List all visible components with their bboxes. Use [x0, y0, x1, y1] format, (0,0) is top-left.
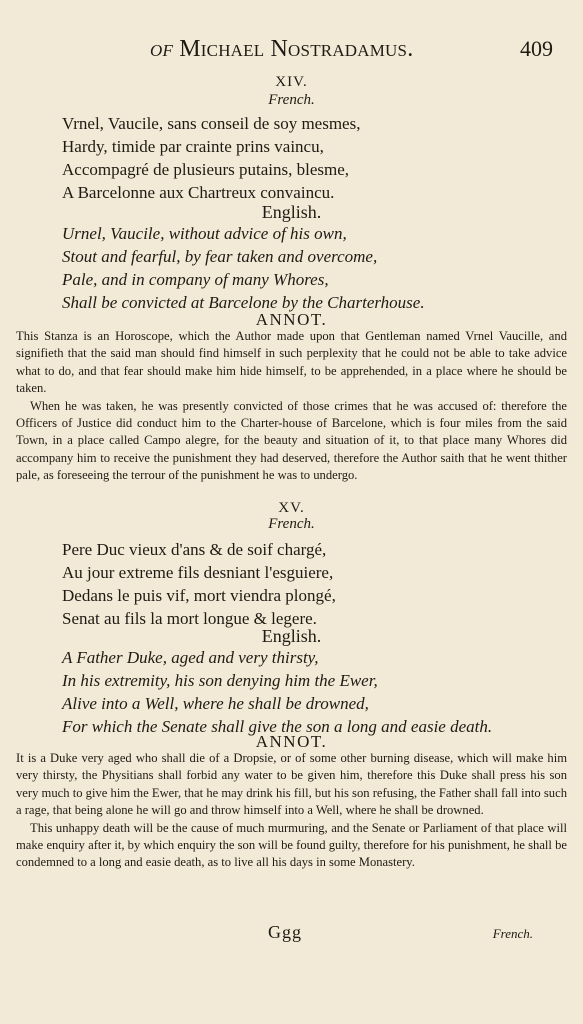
verse-line: Shall be convicted at Barcelone by the Charterhouse. [62, 293, 425, 312]
english-label-xiv: English. [261, 202, 322, 222]
verse-line: Pale, and in company of many Whores, [62, 270, 329, 289]
annotation-xv [0, 750, 583, 872]
page-footer [0, 922, 583, 946]
annotation-paragraph: This Stanza is an Horoscope, which the Author made upon that Gentleman named Vrnel Vaucille, and signifieth that the said man should find himself in such perplexity that he could not be able to take advice what to do, and that fear should make him hide himself, to be apprehended, in a place where he should be taken. [16, 329, 567, 396]
title-name: Michael Nostradamus. [179, 36, 414, 62]
french-verse-xiv [62, 112, 583, 204]
page-number: 409 [520, 36, 553, 61]
annotation-xiv [0, 328, 583, 485]
verse-line: Hardy, timide par crainte prins vaincu, [62, 137, 324, 156]
annotation-paragraph: It is a Duke very aged who shall die of a Dropsie, or of some other burning disease, which will make him very thirsty, the Physitians shall forbid any water to be given him, therefore this Duke shall press his son very much to give him the Ewer, that he may drink his fill, but his son refusing, the Father shall fall into such a rage, that being alone he will go and throw himself into a Well, where he shall be drowned. [16, 751, 567, 818]
annot-heading-xv: ANNOT. [255, 732, 328, 751]
running-head [0, 36, 583, 68]
signature-mark: Ggg [268, 922, 302, 942]
verse-line: Pere Duc vieux d'ans & de soif chargé, [62, 540, 327, 559]
english-verse-xv [62, 646, 583, 738]
catchword: French. [492, 926, 533, 941]
verse-line: Urnel, Vaucile, without advice of his own, [62, 224, 347, 243]
verse-line: Vrnel, Vaucile, sans conseil de soy mesmes, [62, 114, 361, 133]
french-label-xiv: French. [268, 92, 315, 108]
verse-line: Dedans le puis vif, mort viendra plongé, [62, 586, 336, 605]
verse-line: Au jour extreme fils desniant l'esguiere, [62, 563, 334, 582]
verse-line: In his extremity, his son denying him the Ewer, [62, 671, 378, 690]
verse-line: Senat au fils la mort longue & legere. [62, 609, 317, 628]
french-label-xv: French. [268, 516, 315, 532]
title-prefix: of [150, 36, 174, 62]
verse-line: Alive into a Well, where he shall be drowned, [62, 694, 369, 713]
annot-heading-xiv: ANNOT. [255, 310, 328, 329]
french-verse-xv [62, 538, 583, 630]
annotation-paragraph: When he was taken, he was presently convicted of those crimes that he was accused of: therefore the Officers of Justice did conduct him to the Charter-house of Barcelone, which is four miles from the said Town, in a place called Campo alegre, for the beauty and situation of it, to that place many Whores did accompany him to receive the punishment they had deserved, therefore the Author saith that he went thither pale, as foreseeing the terrour of the punishment he was to undergo. [16, 398, 567, 483]
verse-line: A Barcelonne aux Chartreux convaincu. [62, 183, 335, 202]
verse-line: Stout and fearful, by fear taken and overcome, [62, 247, 378, 266]
verse-line: For which the Senate shall give the son a long and easie death. [62, 717, 493, 736]
running-title [150, 36, 413, 63]
verse-line: A Father Duke, aged and very thirsty, [62, 648, 319, 667]
annotation-paragraph: This unhappy death will be the cause of much murmuring, and the Senate or Parliament of that place will make enquiry after it, by which enquiry the son will be found guilty, therefore for his punishment, he shall be condemned to a long and easie death, as to live all his days in some Monastery. [16, 820, 567, 870]
english-verse-xiv [62, 222, 583, 314]
quatrain-number-xv: XV. [278, 500, 305, 516]
quatrain-number-xiv: XIV. [275, 74, 308, 90]
english-label-xv: English. [261, 626, 322, 646]
verse-line: Accompagré de plusieurs putains, blesme, [62, 160, 350, 179]
